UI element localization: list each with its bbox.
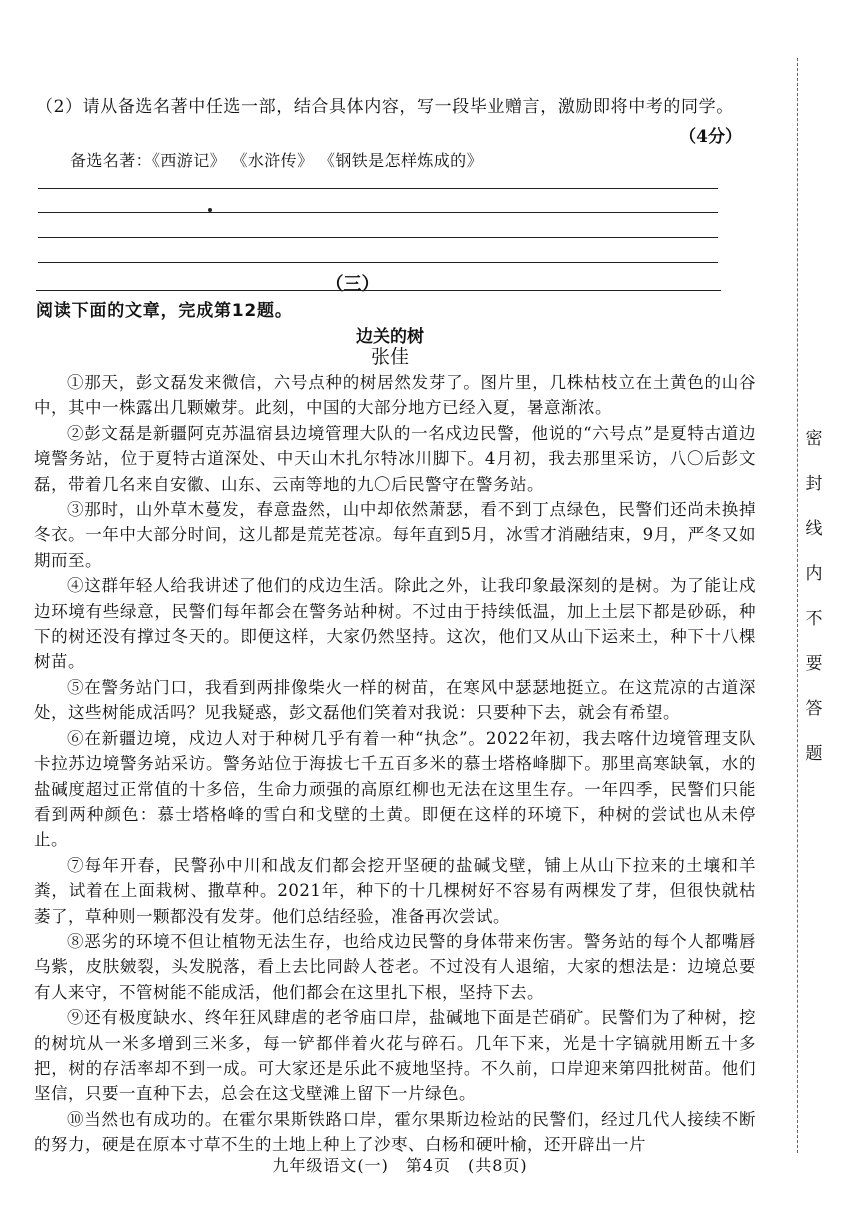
ink-dot (208, 208, 212, 212)
seal-char: 线 (805, 519, 823, 539)
seal-char: 不 (805, 609, 823, 629)
article-author: 张佳 (370, 346, 409, 368)
paragraph: ⑩当然也有成功的。在霍尔果斯铁路口岸，霍尔果斯边检站的民警们，经过几代人接续不断的努力，硬是在原本寸草不生的土地上种上了沙枣、白杨和硬叶榆，还开辟出一片 (34, 1109, 756, 1155)
question-2-score: （4分） (679, 127, 742, 147)
article-body (34, 370, 756, 1158)
reading-instruction: 阅读下面的文章，完成第12题。 (36, 301, 293, 321)
paragraph: ②彭文磊是新疆阿克苏温宿县边境管理大队的一名戍边民警，他说的“六号点”是夏特古道边境警务站，位于夏特古道深处、中天山木扎尔特冰川脚下。4月初，我去那里采访，八〇后彭文磊，带着几名来自安徽、山东、云南等地的九〇后民警守在警务站。 (34, 423, 756, 494)
paragraph: ⑤在警务站门口，我看到两排像柴火一样的树苗，在寒风中瑟瑟地挺立。在这荒凉的古道深处，这些树能成活吗？见我疑惑，彭文磊他们笑着对我说：只要种下去，就会有希望。 (34, 677, 756, 723)
paragraph: ⑦每年开春，民警孙中川和战友们都会挖开坚硬的盐碱戈壁，铺上从山下拉来的土壤和羊粪，试着在上面栽树、撒草种。2021年，种下的十几棵树好不容易有两棵发了芽，但很快就枯萎了，草种则一颗都没有发芽。他们总结经验，准备再次尝试。 (34, 855, 756, 926)
seal-line (797, 58, 798, 1153)
paragraph: ③那时，山外草木蔓发，春意盎然，山中却依然萧瑟，看不到丁点绿色，民警们还尚未换掉冬衣。一年中大部分时间，这儿都是荒芜苍凉。每年直到5月，冰雪才消融结束，9月，严冬又如期而至。 (34, 500, 756, 570)
seal-char: 内 (805, 564, 823, 584)
paragraph: ④这群年轻人给我讲述了他们的戍边生活。除此之外，让我印象最深刻的是树。为了能让戍边环境有些绿意，民警们每年都会在警务站种树。不过由于持续低温，加上土层下都是砂砾，种下的树还没有撑过冬天的。即便这样，大家仍然坚持。这次，他们又从山下运来土，种下十八棵树苗。 (34, 576, 756, 672)
page-footer: 九年级语文(一) 第4页 (共8页) (272, 1156, 528, 1175)
paragraph: ⑧恶劣的环境不但让植物无法生存，也给戍边民警的身体带来伤害。警务站的每个人都嘴唇乌紫，皮肤皴裂，头发脱落，看上去比同龄人苍老。不过没有人退缩，大家的想法是：边境总要有人来守，不管树能不能成活，他们都会在这里扎下根，坚持下去。 (34, 931, 756, 1002)
paragraph: ①那天，彭文磊发来微信，六号点种的树居然发芽了。图片里，几株枯枝立在土黄色的山谷中，其中一株露出几颗嫩芽。此刻，中国的大部分地方已经入夏，暑意渐浓。 (34, 373, 756, 418)
section-number: （三） (325, 274, 380, 295)
seal-char: 要 (805, 654, 823, 674)
book-options: 备选名著：《西游记》 《水浒传》 《钢铁是怎样炼成的》 (70, 151, 483, 170)
seal-char: 题 (805, 744, 823, 764)
seal-char: 密 (805, 429, 823, 449)
seal-char: 封 (805, 474, 823, 494)
seal-line-notice (803, 428, 825, 788)
answer-line[interactable] (38, 237, 718, 238)
answer-line[interactable] (38, 212, 718, 213)
question-2-prompt: （2）请从备选名著中任选一部，结合具体内容，写一段毕业赠言，激励即将中考的同学。 (36, 97, 734, 117)
answer-line[interactable] (38, 188, 718, 189)
paragraph: ⑥在新疆边境，戍边人对于种树几乎有着一种“执念”。2022年初，我去喀什边境管理支队卡拉苏边境警务站采访。警务站位于海拔七千五百多米的慕士塔格峰脚下。那里高寒缺氧，水的盐碱度超过正常值的十多倍，生命力顽强的高原红柳也无法在这里生存。一年四季，民警们只能看到两种颜色：慕士塔格峰的雪白和戈壁的土黄。即便在这样的环境下，种树的尝试也从未停止。 (34, 728, 756, 850)
paragraph: ⑨还有极度缺水、终年狂风肆虐的老爷庙口岸，盐碱地下面是芒硝矿。民警们为了种树，挖的树坑从一米多增到三米多，每一铲都伴着火花与碎石。几年下来，光是十字镐就用断五十多把，树的存活率却不到一成。可大家还是乐此不疲地坚持。不久前，口岸迎来第四批树苗。他们坚信，只要一直种下去，总会在这戈壁滩上留下一片绿色。 (34, 1008, 756, 1104)
answer-line[interactable] (38, 262, 718, 263)
article-title: 边关的树 (356, 327, 424, 347)
seal-char: 答 (805, 699, 823, 719)
section-divider (36, 290, 721, 291)
